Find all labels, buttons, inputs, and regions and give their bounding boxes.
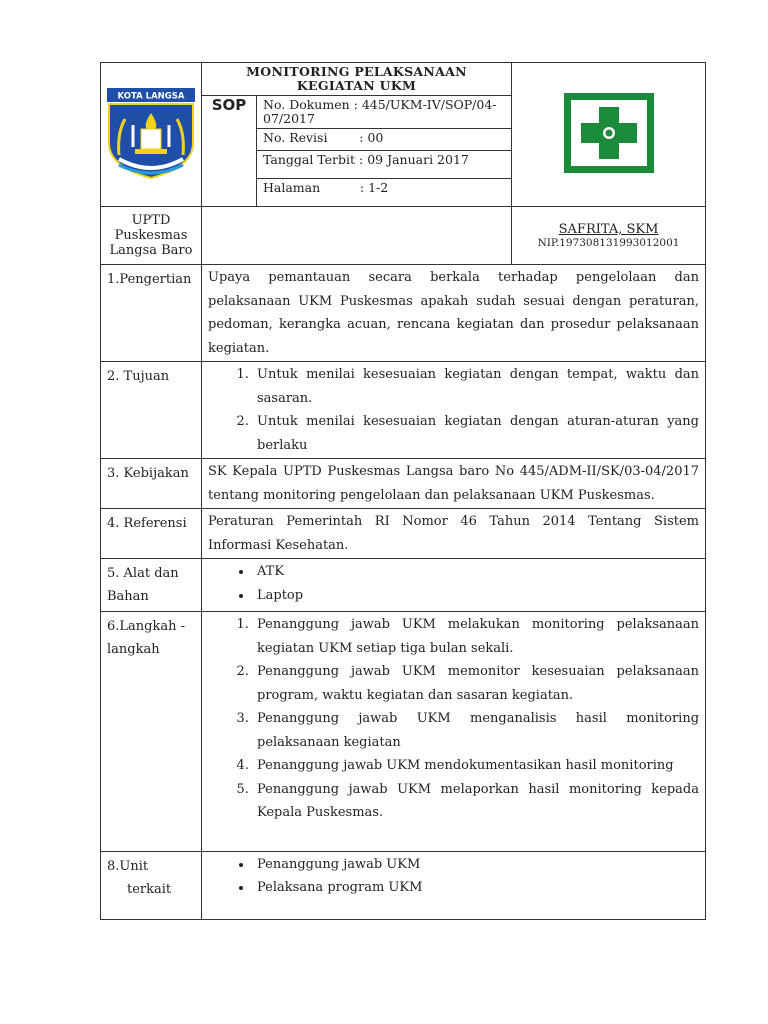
sop-label: SOP — [202, 96, 257, 207]
list-item: 4. Penanggung jawab UKM mendokumentasikan hasil monitoring — [253, 754, 699, 778]
signature-block — [512, 207, 706, 265]
label-pengertian: 1.Pengertian — [101, 265, 202, 362]
unit-name: UPTD Puskesmas Langsa Baro — [101, 207, 202, 265]
kota-langsa-logo — [103, 85, 199, 181]
text-pengertian: Upaya pemantauan secara berkala terhadap pengelolaan dan pelaksanaan UKM Puskesmas apakah sudah sesuai dengan peraturan, pedoman, kerangka acuan, rencana kegiatan dan prosedur pelaksanaan kegiatan. — [202, 265, 706, 362]
puskesmas-logo-cell — [512, 63, 706, 207]
signer-nip: NIP.197308131993012001 — [537, 237, 680, 249]
label-referensi: 4. Referensi — [101, 509, 202, 559]
label-langkah: 6.Langkah - langkah — [101, 612, 202, 852]
text-kebijakan: SK Kepala UPTD Puskesmas Langsa baro No 445/ADM-II/SK/03-04/2017 tentang monitoring pengelolaan dan pelaksanaan UKM Puskesmas. — [202, 459, 706, 509]
revision-number: No. Revisi : 00 — [257, 129, 512, 151]
city-logo-cell — [101, 63, 202, 207]
label-unit-terkait-line2: terkait — [127, 881, 172, 897]
label-kebijakan: 3. Kebijakan — [101, 459, 202, 509]
page-count: Halaman : 1-2 — [257, 179, 512, 207]
list-item: 2. Penanggung jawab UKM memonitor kesesuaian pelaksanaan program, waktu kegiatan dan sasaran kegiatan. — [253, 660, 699, 707]
label-unit-terkait — [101, 851, 202, 919]
list-item: • Penanggung jawab UKM — [253, 853, 699, 877]
list-item: • Laptop — [253, 584, 699, 608]
document-title: MONITORING PELAKSANAAN KEGIATAN UKM — [202, 63, 512, 96]
signer-name: SAFRITA, SKM — [558, 222, 659, 237]
text-referensi: Peraturan Pemerintah RI Nomor 46 Tahun 2014 Tentang Sistem Informasi Kesehatan. — [202, 509, 706, 559]
list-tujuan — [202, 362, 706, 459]
label-unit-terkait-line1: 8.Unit — [107, 858, 149, 874]
signature-blank — [202, 207, 512, 265]
label-tujuan: 2. Tujuan — [101, 362, 202, 459]
label-alat-bahan: 5. Alat dan Bahan — [101, 559, 202, 612]
list-item: 5. Penanggung jawab UKM melaporkan hasil monitoring kepada Kepala Puskesmas. — [253, 778, 699, 825]
list-item: • Pelaksana program UKM — [253, 876, 699, 900]
logo-text: KOTA LANGSA — [117, 91, 185, 101]
list-item: 2. Untuk menilai kesesuaian kegiatan dengan aturan-aturan yang berlaku — [253, 410, 699, 457]
puskesmas-logo — [562, 91, 656, 175]
document-number: No. Dokumen : 445/UKM-IV/SOP/04-07/2017 — [257, 96, 512, 129]
list-alat-bahan — [202, 559, 706, 612]
list-langkah — [202, 612, 706, 852]
issue-date: Tanggal Terbit : 09 Januari 2017 — [257, 151, 512, 179]
list-item: 3. Penanggung jawab UKM menganalisis hasil monitoring pelaksanaan kegiatan — [253, 707, 699, 754]
list-item: • ATK — [253, 560, 699, 584]
sop-document — [100, 62, 705, 920]
list-unit-terkait — [202, 851, 706, 919]
list-item: 1. Untuk menilai kesesuaian kegiatan dengan tempat, waktu dan sasaran. — [253, 363, 699, 410]
list-item: 1. Penanggung jawab UKM melakukan monitoring pelaksanaan kegiatan UKM setiap tiga bulan sekali. — [253, 613, 699, 660]
